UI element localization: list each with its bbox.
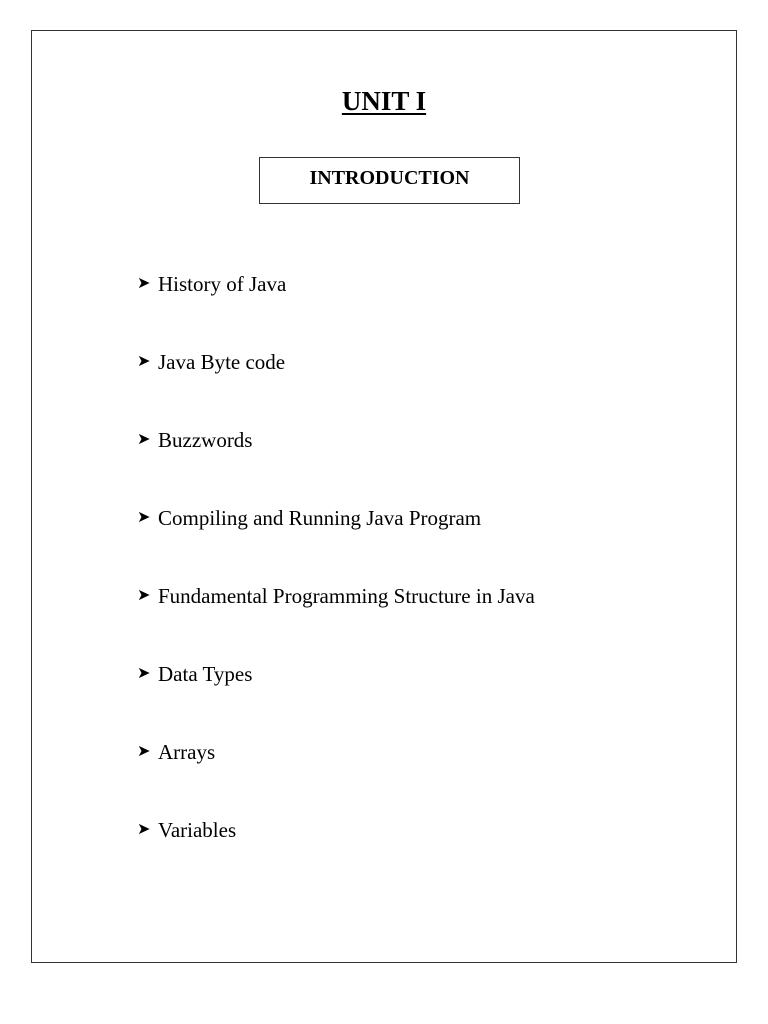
topic-label: Data Types [158, 662, 253, 686]
topic-label: Arrays [158, 740, 216, 764]
topic-label: Java Byte code [158, 350, 286, 374]
list-item [137, 348, 535, 426]
list-item [137, 738, 535, 816]
topic-list [137, 270, 535, 894]
list-item [137, 660, 535, 738]
topic-label: Fundamental Programming Structure in Java [158, 584, 535, 608]
section-heading: INTRODUCTION [309, 167, 470, 189]
arrow-bullet-icon: ➤ [137, 587, 151, 604]
topic-label: Compiling and Running Java Program [158, 506, 482, 530]
arrow-bullet-icon: ➤ [137, 275, 151, 292]
list-item [137, 270, 535, 348]
arrow-bullet-icon: ➤ [137, 509, 151, 526]
list-item [137, 504, 535, 582]
arrow-bullet-icon: ➤ [137, 743, 151, 760]
section-heading-box [259, 157, 520, 204]
unit-title: UNIT I [341, 86, 427, 116]
topic-label: Buzzwords [158, 428, 253, 452]
arrow-bullet-icon: ➤ [137, 665, 151, 682]
arrow-bullet-icon: ➤ [137, 431, 151, 448]
arrow-bullet-icon: ➤ [137, 821, 151, 838]
arrow-bullet-icon: ➤ [137, 353, 151, 370]
list-item [137, 582, 535, 660]
topic-label: History of Java [158, 272, 287, 296]
list-item [137, 816, 535, 894]
list-item [137, 426, 535, 504]
topic-label: Variables [158, 818, 237, 842]
